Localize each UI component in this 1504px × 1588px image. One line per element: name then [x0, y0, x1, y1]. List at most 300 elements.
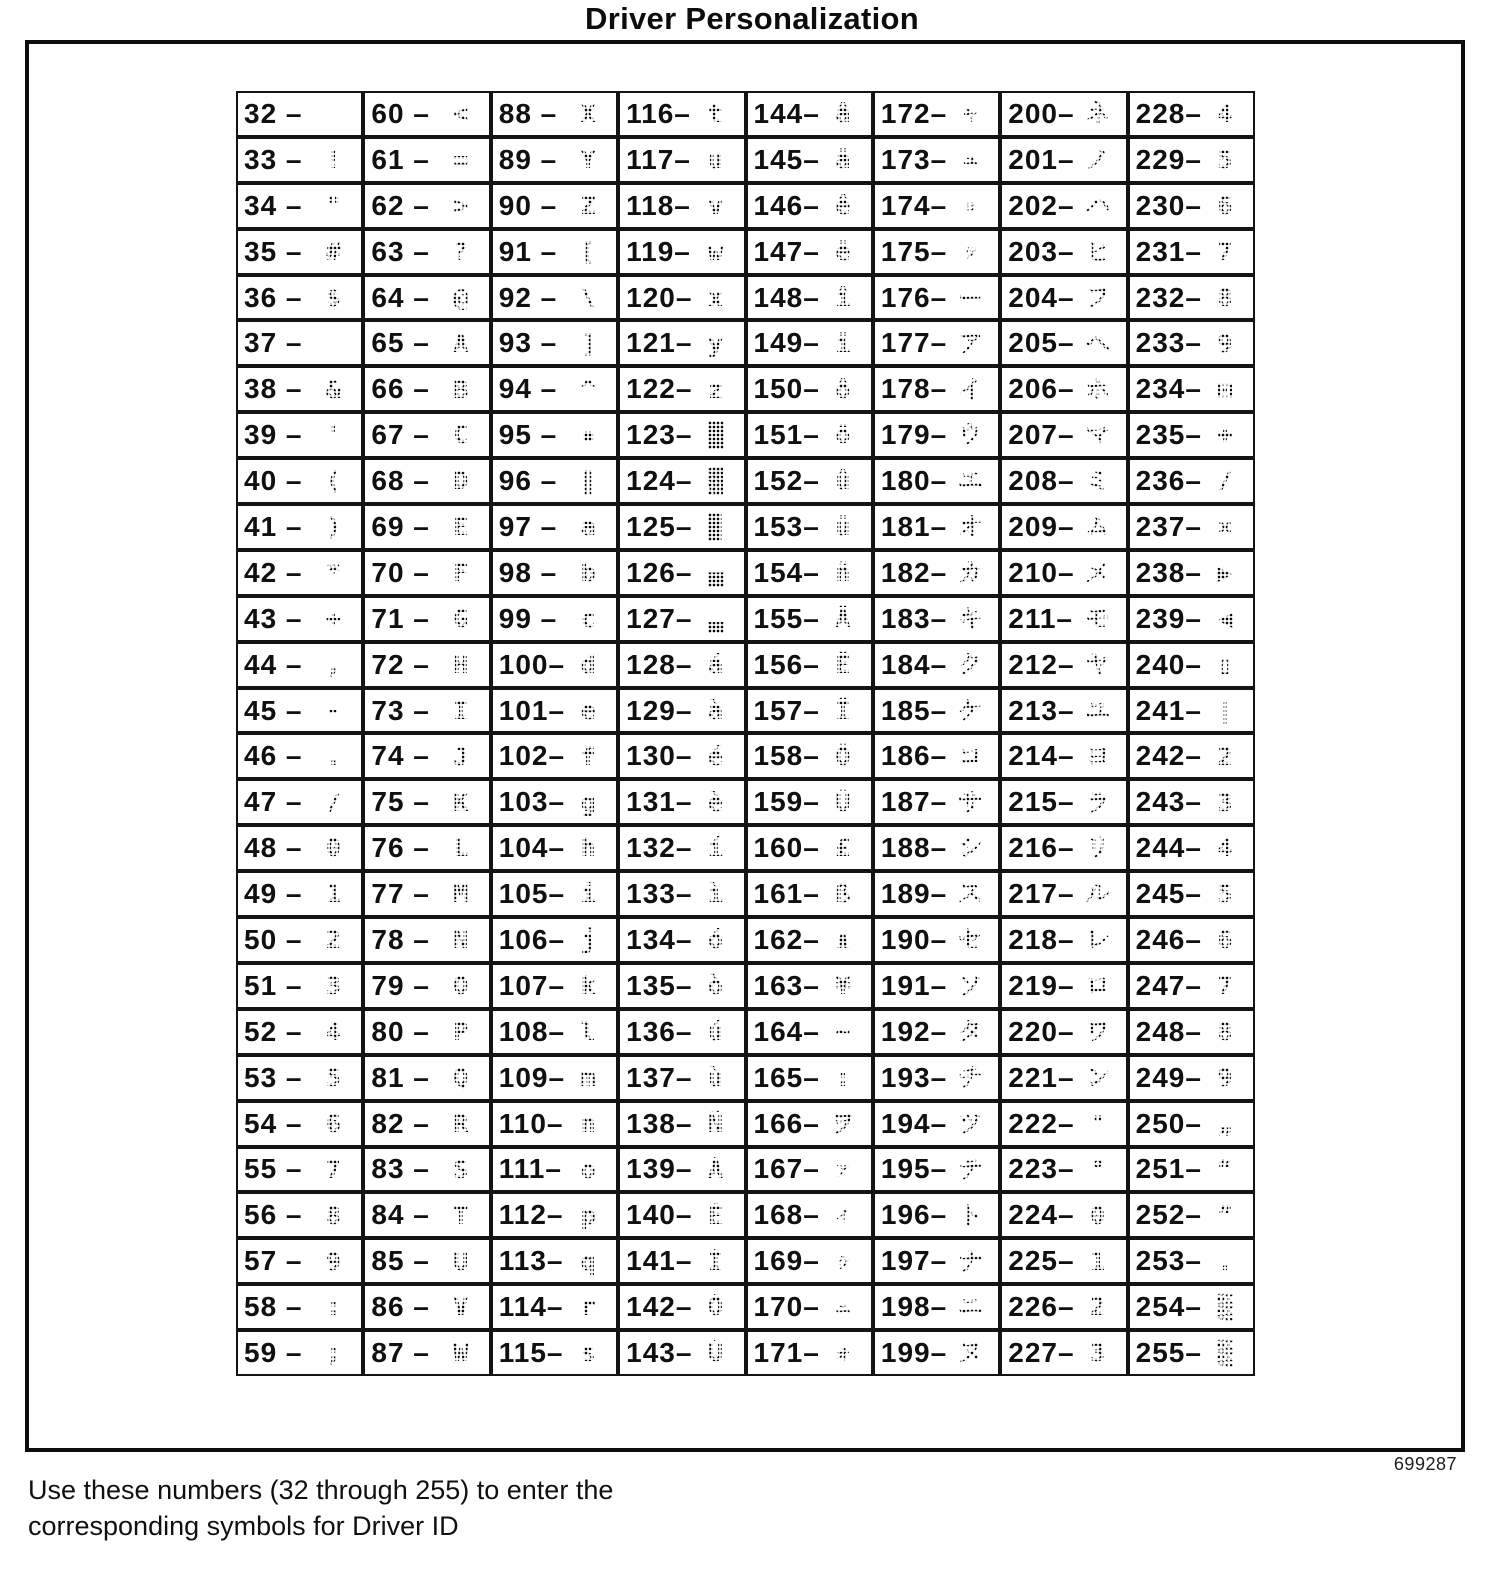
char-code-label: 162–: [753, 924, 820, 955]
char-cell: [618, 917, 745, 963]
char-symbol: m: [568, 1064, 608, 1092]
char-symbol: 8: [1205, 284, 1245, 312]
char-code-label: 133–: [626, 878, 693, 910]
char-code-label: 170–: [753, 1291, 820, 1323]
char-symbol: Ö: [823, 743, 863, 771]
char-code-label: 230–: [1135, 189, 1202, 221]
char-cell: [873, 229, 1000, 275]
char-cell: [618, 871, 745, 917]
char-symbol: p: [568, 1202, 608, 1230]
char-code-label: 207–: [1008, 419, 1075, 451]
char-cell: [1000, 1192, 1127, 1238]
char-code-label: 219–: [1008, 969, 1075, 1001]
char-cell: [873, 825, 1000, 871]
char-code-label: 73 –: [371, 694, 430, 726]
char-code-label: 203–: [1008, 235, 1075, 267]
char-cell: [491, 412, 618, 458]
char-cell: [1128, 1147, 1255, 1193]
char-cell: [746, 183, 873, 229]
char-code-label: 182–: [880, 556, 948, 588]
char-symbol: R: [441, 1110, 481, 1138]
char-code-label: 102–: [498, 740, 566, 772]
char-symbol: ]: [568, 330, 608, 358]
figure-frame: [25, 40, 1465, 1452]
char-symbol: N: [441, 926, 481, 954]
char-symbol: f: [568, 743, 608, 771]
char-cell: [1128, 825, 1255, 871]
char-cell: [1000, 733, 1127, 779]
char-cell: [236, 412, 363, 458]
char-code-label: 85 –: [371, 1245, 430, 1277]
char-code-label: 250–: [1135, 1107, 1202, 1139]
char-cell: [1128, 1009, 1255, 1055]
char-symbol: セ: [950, 926, 990, 954]
char-code-label: 96 –: [498, 465, 558, 497]
char-code-label: 227–: [1008, 1337, 1075, 1369]
char-symbol: +: [313, 605, 353, 633]
char-cell: [618, 504, 745, 550]
char-symbol: ャ: [950, 104, 990, 125]
char-symbol: h: [568, 834, 608, 862]
char-symbol: e: [568, 697, 608, 725]
char-code-label: 84 –: [371, 1199, 430, 1231]
char-code-label: 216–: [1008, 832, 1075, 864]
char-symbol: U: [441, 1248, 481, 1276]
char-symbol: ñ: [823, 559, 863, 587]
char-cell: [1128, 550, 1255, 596]
char-code-label: 37 –: [244, 327, 303, 359]
caption: [28, 1472, 613, 1544]
char-cell: [746, 1284, 873, 1330]
char-code-label: 123–: [626, 419, 693, 451]
char-cell: [1000, 412, 1127, 458]
char-code-label: 193–: [880, 1061, 948, 1093]
char-symbol: !: [313, 146, 353, 174]
char-cell: [1128, 183, 1255, 229]
char-cell: [618, 1192, 745, 1238]
char-symbol: ト: [950, 1202, 990, 1230]
char-cell: [618, 1055, 745, 1101]
char-code-label: 44 –: [244, 648, 303, 680]
char-symbol: ィ: [823, 1205, 863, 1226]
char-cell: [1000, 320, 1127, 366]
char-symbol: 9: [313, 1248, 353, 1276]
char-code-label: 108–: [498, 1015, 566, 1047]
char-code-label: 140–: [626, 1199, 693, 1231]
char-cell: [1000, 1101, 1127, 1147]
char-cell: [873, 1147, 1000, 1193]
char-code-label: 126–: [626, 556, 693, 588]
char-cell: [491, 504, 618, 550]
char-code-label: 255–: [1135, 1337, 1202, 1369]
char-code-label: 52 –: [244, 1015, 303, 1047]
char-symbol: ò: [696, 972, 736, 1000]
char-symbol: T: [441, 1202, 481, 1230]
char-code-label: 144–: [753, 97, 820, 129]
char-cell: [618, 137, 745, 183]
char-code-label: 56 –: [244, 1199, 303, 1231]
char-symbol: 0: [1078, 1202, 1118, 1230]
char-symbol: ì: [696, 880, 736, 908]
char-symbol: ;: [313, 1339, 353, 1367]
char-symbol: Ü: [823, 789, 863, 817]
char-symbol: フ: [1078, 284, 1118, 312]
char-cell: [618, 1101, 745, 1147]
char-code-label: 142–: [626, 1291, 693, 1323]
char-cell: [873, 1101, 1000, 1147]
char-code-label: 40 –: [244, 465, 303, 497]
char-cell: [746, 1192, 873, 1238]
char-code-label: 69 –: [371, 510, 430, 542]
char-code-label: 130–: [626, 740, 693, 772]
char-cell: [873, 642, 1000, 688]
char-symbol: O: [441, 972, 481, 1000]
char-symbol: à: [696, 697, 736, 725]
char-cell: [746, 550, 873, 596]
char-symbol: í: [696, 834, 736, 862]
char-symbol: 9: [1205, 1064, 1245, 1092]
char-cell: [746, 871, 873, 917]
char-code-label: 221–: [1008, 1061, 1075, 1093]
char-symbol: Z: [568, 192, 608, 220]
char-symbol: L: [441, 834, 481, 862]
char-code-label: 78 –: [371, 924, 430, 955]
char-symbol: =: [441, 146, 481, 174]
char-cell: [236, 137, 363, 183]
char-code-label: 107–: [498, 969, 566, 1001]
char-code-label: 237–: [1135, 510, 1202, 542]
char-code-label: 222–: [1008, 1107, 1075, 1139]
char-cell: [363, 871, 490, 917]
char-cell: [618, 596, 745, 642]
char-code-label: 59 –: [244, 1337, 303, 1369]
char-code-label: 105–: [498, 878, 566, 910]
char-symbol: <: [441, 100, 481, 128]
char-cell: [873, 963, 1000, 1009]
char-cell: [618, 91, 745, 137]
char-symbol: ▶: [1205, 559, 1245, 587]
char-symbol: ▒: [1205, 1293, 1245, 1321]
char-symbol: Ï: [823, 697, 863, 725]
char-cell: [1128, 733, 1255, 779]
char-symbol: ム: [1078, 513, 1118, 541]
char-cell: [236, 504, 363, 550]
char-cell: [746, 1055, 873, 1101]
char-cell: [1128, 1238, 1255, 1284]
char-symbol: y: [696, 330, 736, 358]
char-symbol: ß: [823, 880, 863, 908]
char-symbol: b: [568, 559, 608, 587]
char-code-label: 190–: [880, 924, 948, 955]
char-cell: [236, 320, 363, 366]
char-symbol: ö: [823, 421, 863, 449]
char-symbol: 2: [313, 926, 353, 954]
char-cell: [363, 504, 490, 550]
char-cell: [491, 917, 618, 963]
char-symbol: ニ: [950, 1293, 990, 1321]
char-cell: [236, 366, 363, 412]
char-cell: [1000, 1009, 1127, 1055]
char-cell: [491, 688, 618, 734]
char-code-label: 223–: [1008, 1153, 1075, 1185]
char-symbol: ァ: [823, 1159, 863, 1180]
char-cell: [873, 1009, 1000, 1055]
char-code-label: 184–: [880, 648, 948, 680]
char-symbol: 8: [1205, 1018, 1245, 1046]
char-code-label: 135–: [626, 969, 693, 1001]
char-cell: [873, 733, 1000, 779]
char-cell: [1128, 871, 1255, 917]
char-code-label: 238–: [1135, 556, 1202, 588]
char-code-label: 66 –: [371, 373, 430, 405]
figure-number: 699287: [1393, 1454, 1457, 1474]
char-cell: [363, 412, 490, 458]
char-cell: [1128, 412, 1255, 458]
char-symbol: é: [696, 743, 736, 771]
page-title: Driver Personalization: [585, 1, 919, 36]
char-code-label: 114–: [498, 1291, 564, 1323]
char-symbol: -: [313, 697, 353, 725]
char-cell: [1128, 275, 1255, 321]
char-code-label: 189–: [880, 878, 948, 910]
char-symbol: ▒: [1205, 1339, 1245, 1367]
char-cell: [618, 183, 745, 229]
char-symbol: ë: [823, 238, 863, 266]
char-code-label: 65 –: [371, 327, 430, 359]
char-code-label: 125–: [626, 510, 693, 542]
char-cell: [363, 320, 490, 366]
char-symbol: „: [1205, 1110, 1245, 1138]
char-cell: [873, 412, 1000, 458]
char-cell: [363, 1147, 490, 1193]
char-cell: [491, 1330, 618, 1376]
char-cell: [618, 779, 745, 825]
char-cell: [491, 779, 618, 825]
char-code-label: 112–: [498, 1199, 564, 1231]
char-code-label: 169–: [753, 1245, 820, 1277]
char-cell: [1000, 1147, 1127, 1193]
char-symbol: ▄: [696, 559, 736, 587]
char-cell: [363, 458, 490, 504]
char-code-label: 45 –: [244, 694, 303, 726]
char-cell: [873, 366, 1000, 412]
char-code-label: 175–: [880, 235, 948, 267]
char-code-label: 50 –: [244, 924, 303, 955]
char-code-label: 70 –: [371, 556, 430, 588]
char-code-label: 95 –: [498, 419, 558, 451]
char-cell: [363, 596, 490, 642]
char-symbol: ‖: [568, 467, 608, 495]
char-symbol: â: [823, 100, 863, 128]
char-symbol: ケ: [950, 697, 990, 725]
char-code-label: 224–: [1008, 1199, 1075, 1231]
char-cell: [1128, 366, 1255, 412]
char-cell: [363, 229, 490, 275]
char-symbol: >: [441, 192, 481, 220]
char-code-label: 157–: [753, 694, 820, 726]
char-symbol: ê: [823, 192, 863, 220]
char-cell: [873, 320, 1000, 366]
char-symbol: Ú: [696, 1339, 736, 1367]
char-cell: [618, 1330, 745, 1376]
char-symbol: ハ: [1078, 192, 1118, 220]
char-symbol: ユ: [1078, 697, 1118, 725]
char-code-label: 186–: [880, 740, 948, 772]
char-cell: [1000, 1238, 1127, 1284]
char-cell: [491, 320, 618, 366]
char-code-label: 54 –: [244, 1107, 303, 1139]
char-symbol: ヤ: [1078, 651, 1118, 679]
char-code-label: 152–: [753, 465, 820, 497]
char-code-label: 239–: [1135, 602, 1202, 634]
char-cell: [746, 825, 873, 871]
char-symbol: 1: [1078, 1248, 1118, 1276]
char-code-label: 93 –: [498, 327, 558, 359]
char-code-label: 33 –: [244, 143, 303, 175]
char-cell: [491, 137, 618, 183]
char-code-label: 48 –: [244, 832, 303, 864]
char-symbol: F: [441, 559, 481, 587]
char-code-label: 51 –: [244, 969, 303, 1001]
char-symbol: &: [313, 376, 353, 404]
char-symbol: ソ: [950, 972, 990, 1000]
char-cell: [618, 825, 745, 871]
char-symbol: マ: [1078, 421, 1118, 449]
char-code-label: 159–: [753, 786, 820, 818]
char-code-label: 168–: [753, 1199, 820, 1231]
char-code-label: 58 –: [244, 1291, 303, 1323]
char-symbol: n: [568, 1110, 608, 1138]
char-symbol: ホ: [1078, 376, 1118, 404]
char-symbol: a: [568, 513, 608, 541]
char-symbol: 4: [313, 1018, 353, 1046]
char-symbol: ヨ: [1078, 743, 1118, 771]
char-symbol: á: [696, 651, 736, 679]
char-cell: [746, 91, 873, 137]
char-symbol: J: [441, 743, 481, 771]
char-code-label: 116–: [626, 97, 691, 129]
char-symbol: ゥ: [823, 1251, 863, 1272]
char-cell: [873, 1238, 1000, 1284]
char-cell: [873, 504, 1000, 550]
char-cell: [1128, 1284, 1255, 1330]
char-cell: [746, 458, 873, 504]
char-symbol: ?: [441, 238, 481, 266]
char-cell: [1000, 504, 1127, 550]
char-symbol: \: [568, 284, 608, 312]
char-cell: [618, 1238, 745, 1284]
char-symbol: レ: [1078, 926, 1118, 954]
char-cell: [746, 688, 873, 734]
char-symbol: 7: [313, 1156, 353, 1184]
char-code-label: 151–: [753, 419, 820, 451]
char-symbol: 6: [1205, 192, 1245, 220]
char-code-label: 174–: [880, 189, 948, 221]
char-code-label: 61 –: [371, 143, 430, 175]
char-code-label: 60 –: [371, 97, 430, 129]
char-symbol: $: [313, 284, 353, 312]
char-symbol: u: [696, 146, 736, 174]
char-symbol: リ: [1078, 834, 1118, 862]
char-symbol: Q: [441, 1064, 481, 1092]
char-code-label: 32 –: [244, 97, 303, 129]
char-code-label: 156–: [753, 648, 820, 680]
char-code-label: 205–: [1008, 327, 1075, 359]
char-code-label: 68 –: [371, 465, 430, 497]
char-cell: [1128, 229, 1255, 275]
char-symbol: ×: [1205, 513, 1245, 541]
char-symbol: 3: [1205, 789, 1245, 817]
char-cell: [873, 137, 1000, 183]
char-code-label: 171–: [753, 1337, 820, 1369]
char-symbol: ú: [696, 1018, 736, 1046]
char-cell: [363, 137, 490, 183]
char-cell: [236, 1101, 363, 1147]
char-symbol: K: [441, 789, 481, 817]
char-cell: [491, 963, 618, 1009]
char-cell: [1000, 183, 1127, 229]
caption-line-2: corresponding symbols for Driver ID: [28, 1511, 459, 1541]
char-code-label: 118–: [626, 189, 691, 221]
char-cell: [1128, 963, 1255, 1009]
char-cell: [236, 183, 363, 229]
char-cell: [873, 1192, 1000, 1238]
char-symbol: メ: [1078, 559, 1118, 587]
char-code-label: 42 –: [244, 556, 303, 588]
char-symbol: ヒ: [1078, 238, 1118, 266]
char-symbol: 6: [1205, 926, 1245, 954]
char-cell: [236, 229, 363, 275]
char-code-label: 154–: [753, 556, 820, 588]
char-code-label: 231–: [1135, 235, 1202, 267]
char-code-label: 46 –: [244, 740, 303, 772]
char-symbol: z: [696, 376, 736, 404]
char-code-label: 201–: [1008, 143, 1075, 175]
char-code-label: 202–: [1008, 189, 1075, 221]
char-cell: [1128, 688, 1255, 734]
char-cell: [363, 733, 490, 779]
char-symbol: ”: [1205, 1202, 1245, 1230]
char-code-label: 143–: [626, 1337, 693, 1369]
char-code-label: 178–: [880, 373, 948, 405]
char-cell: [746, 229, 873, 275]
char-cell: [491, 183, 618, 229]
char-symbol: ツ: [950, 1110, 990, 1138]
char-symbol: ネ: [1078, 100, 1118, 128]
char-cell: [236, 1009, 363, 1055]
char-cell: [1128, 1055, 1255, 1101]
char-code-label: 226–: [1008, 1291, 1075, 1323]
char-symbol: X: [568, 100, 608, 128]
char-cell: [618, 550, 745, 596]
char-code-label: 55 –: [244, 1153, 303, 1185]
char-symbol: c: [568, 605, 608, 633]
char-cell: [1128, 1192, 1255, 1238]
char-symbol: /: [313, 789, 353, 817]
char-symbol: ル: [1078, 880, 1118, 908]
char-symbol: ¥: [823, 972, 863, 1000]
char-cell: [491, 1147, 618, 1193]
char-symbol: ó: [696, 926, 736, 954]
char-symbol: サ: [950, 789, 990, 817]
char-code-label: 132–: [626, 832, 693, 864]
char-code-label: 119–: [626, 235, 691, 267]
char-cell: [1000, 642, 1127, 688]
char-symbol: ◀: [1205, 605, 1245, 633]
char-code-label: 94 –: [498, 373, 558, 405]
char-cell: [236, 550, 363, 596]
char-cell: [236, 1055, 363, 1101]
